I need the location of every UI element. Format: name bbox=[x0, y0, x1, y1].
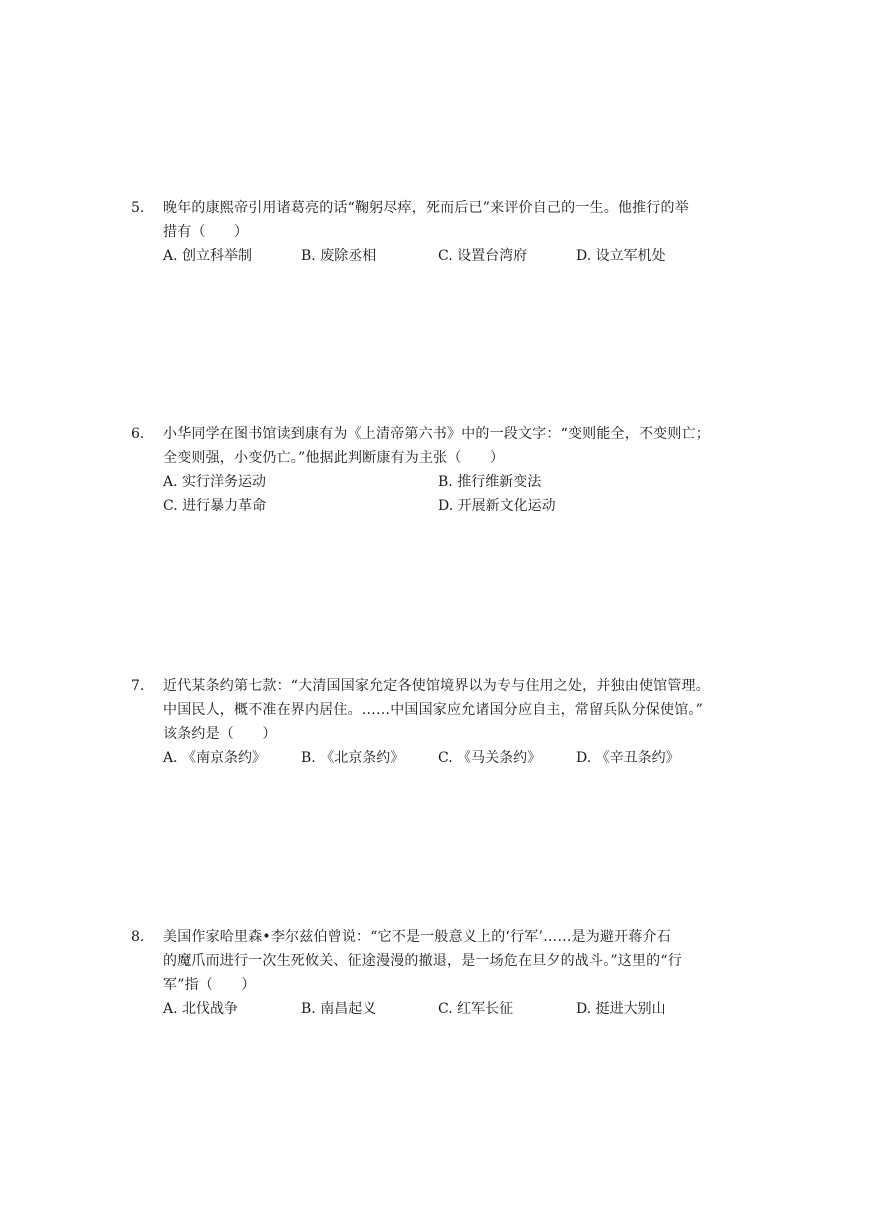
option-c[interactable]: C. 《马关条约》 bbox=[438, 750, 542, 766]
question-stem-line bbox=[131, 674, 751, 698]
question-stem-line bbox=[131, 925, 751, 949]
question-stem-text: 全变则强，小变仍亡。”他据此判断康有为主张（ ） bbox=[163, 450, 505, 466]
question-stem-text: 近代某条约第七款：“大清国国家允定各使馆境界以为专与住用之处，并独由使馆管理。 bbox=[163, 678, 710, 694]
question-number: 6. bbox=[131, 426, 145, 442]
question-stem-line bbox=[131, 698, 751, 722]
option-a[interactable]: A. 北伐战争 bbox=[163, 1001, 239, 1017]
question-7 bbox=[131, 674, 751, 770]
question-stem-line bbox=[131, 973, 751, 997]
option-b[interactable]: B. 废除丞相 bbox=[301, 248, 377, 264]
option-d[interactable]: D. 开展新文化运动 bbox=[438, 498, 556, 514]
option-c[interactable]: C. 设置台湾府 bbox=[438, 248, 528, 264]
question-5 bbox=[131, 196, 751, 268]
question-stem-text: 晚年的康熙帝引用诸葛亮的话“鞠躬尽瘁，死而后已”来评价自己的一生。他推行的举 bbox=[163, 200, 689, 216]
option-b[interactable]: B. 推行维新变法 bbox=[438, 474, 542, 490]
question-stem-line bbox=[131, 220, 751, 244]
question-number: 8. bbox=[131, 929, 145, 945]
option-a[interactable]: A. 创立科举制 bbox=[163, 248, 253, 264]
option-row bbox=[131, 470, 751, 494]
option-b[interactable]: B. 《北京条约》 bbox=[301, 750, 405, 766]
option-c[interactable]: C. 红军长征 bbox=[438, 1001, 514, 1017]
option-d[interactable]: D. 设立军机处 bbox=[576, 248, 666, 264]
option-c[interactable]: C. 进行暴力革命 bbox=[163, 498, 267, 514]
question-stem-line bbox=[131, 722, 751, 746]
question-stem-text: 的魔爪而进行一次生死攸关、征途漫漫的撤退，是一场危在旦夕的战斗。”这里的“行 bbox=[163, 953, 682, 969]
question-stem-text: 该条约是（ ） bbox=[163, 726, 277, 742]
question-stem-line bbox=[131, 949, 751, 973]
question-stem-line bbox=[131, 446, 751, 470]
question-8 bbox=[131, 925, 751, 1021]
question-number: 5. bbox=[131, 200, 145, 216]
question-stem-text: 美国作家哈里森•李尔兹伯曾说：“它不是一般意义上的‘行军’……是为避开蒋介石 bbox=[163, 929, 671, 945]
option-d[interactable]: D. 挺进大别山 bbox=[576, 1001, 666, 1017]
option-row bbox=[131, 997, 751, 1021]
option-d[interactable]: D. 《辛丑条约》 bbox=[576, 750, 680, 766]
question-stem-text: 措有（ ） bbox=[163, 224, 249, 240]
question-stem-text: 中国民人，概不准在界内居住。……中国国家应允诸国分应自主，常留兵队分保使馆。” bbox=[163, 702, 703, 718]
option-row bbox=[131, 244, 751, 268]
option-a[interactable]: A. 实行洋务运动 bbox=[163, 474, 267, 490]
option-a[interactable]: A. 《南京条约》 bbox=[163, 750, 267, 766]
option-row bbox=[131, 746, 751, 770]
question-6 bbox=[131, 422, 751, 518]
question-number: 7. bbox=[131, 678, 145, 694]
question-stem-text: 军”指（ ） bbox=[163, 977, 256, 993]
option-row bbox=[131, 494, 751, 518]
question-stem-line bbox=[131, 422, 751, 446]
option-b[interactable]: B. 南昌起义 bbox=[301, 1001, 377, 1017]
question-stem-text: 小华同学在图书馆读到康有为《上清帝第六书》中的一段文字：“变则能全，不变则亡； bbox=[163, 426, 710, 442]
question-stem-line bbox=[131, 196, 751, 220]
